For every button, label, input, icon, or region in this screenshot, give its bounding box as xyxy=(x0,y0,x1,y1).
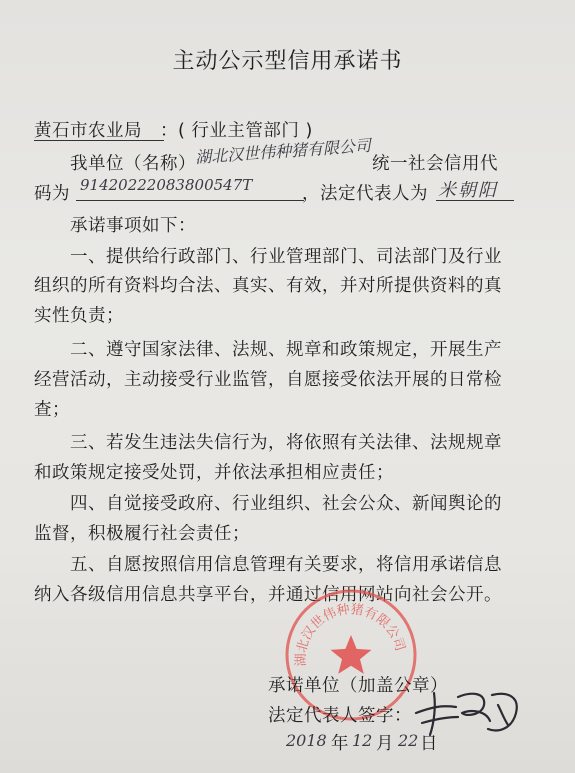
date-day-char: 日 xyxy=(420,734,438,754)
item1-line1: 一、提供给行政部门、行业管理部门、司法部门及行业 xyxy=(70,247,502,267)
seal-star-icon xyxy=(331,635,372,674)
item2-line3: 查； xyxy=(34,400,70,420)
legal-sign-label: 法定代表人签字： xyxy=(268,706,412,726)
credit-code-underline xyxy=(76,200,304,201)
date-year-char: 年 xyxy=(331,734,349,754)
item4-line2: 监督，积极履行社会责任； xyxy=(34,524,250,544)
unit-name-handwritten: 湖北汉世伟种猪有限公司 xyxy=(194,135,372,168)
item5-line1: 五、自愿按照信用信息管理有关要求，将信用承诺信息 xyxy=(70,555,502,575)
legal-rep-underline xyxy=(436,200,514,201)
item5-line2: 纳入各级信用信息共享平台，并通过信用网站向社会公开。 xyxy=(34,585,502,605)
unit-suffix: 统一社会信用代 xyxy=(372,154,498,174)
credit-code-handwritten: 91420222083800547T xyxy=(80,176,253,194)
items-intro: 承诺事项如下： xyxy=(70,216,196,236)
item1-line2: 组织的所有资料均合法、真实、有效，并对所提供资料的真 xyxy=(34,276,502,296)
date-year-handwritten: 2018 xyxy=(286,731,327,750)
seal-text: 湖北汉世伟种猪有限公司 xyxy=(293,602,408,667)
department-line xyxy=(34,117,313,142)
unit-seal-label: 承诺单位（加盖公章） xyxy=(268,676,448,696)
code-prefix: 码为 xyxy=(34,184,70,204)
document-title: 主动公示型信用承诺书 xyxy=(172,49,403,74)
department-suffix: ：( 行业主管部门 ) xyxy=(160,121,313,141)
date-month-handwritten: 12 xyxy=(352,731,373,750)
item4-line1: 四、自觉接受政府、行业组织、社会公众、新闻舆论的 xyxy=(70,494,502,514)
item3-line2: 和政策规定接受处罚，并依法承担相应责任； xyxy=(34,463,394,483)
item2-line2: 经营活动，主动接受行业监管，自愿接受依法开展的日常检 xyxy=(34,370,502,390)
item3-line1: 三、若发生违法失信行为，将依照有关法律、法规规章 xyxy=(70,433,502,453)
item2-line1: 二、遵守国家法律、法规、规章和政策规定，开展生产 xyxy=(70,340,502,360)
department-name: 黄石市农业局 xyxy=(34,121,142,141)
legal-rep-prefix: ，法定代表人为 xyxy=(302,184,428,204)
item1-line3: 实性负责； xyxy=(34,306,124,326)
date-day-handwritten: 22 xyxy=(398,731,419,750)
date-month-char: 月 xyxy=(376,734,394,754)
department-underline xyxy=(34,140,164,141)
unit-prefix: 我单位（名称） xyxy=(70,154,196,174)
legal-rep-handwritten: 米朝阳 xyxy=(438,180,498,201)
